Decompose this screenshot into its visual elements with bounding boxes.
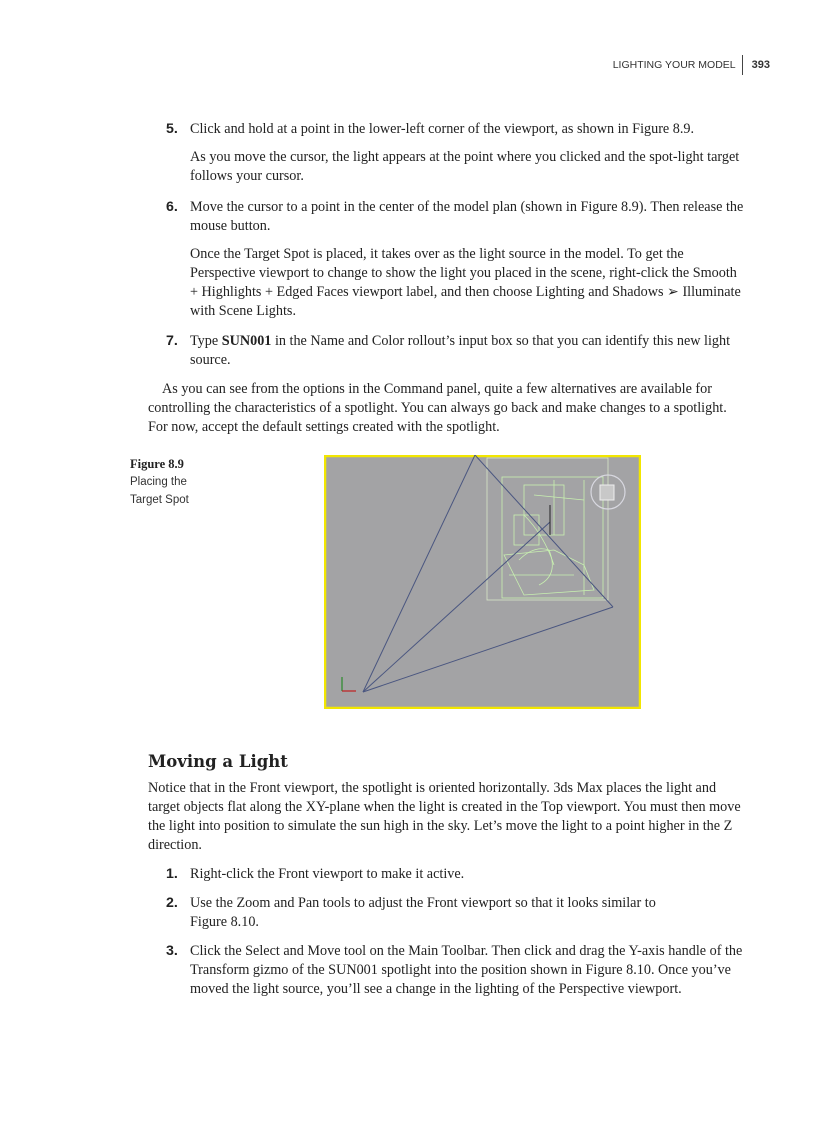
page-number: 393	[751, 58, 770, 71]
step-5	[148, 120, 746, 186]
paragraph	[148, 779, 746, 855]
text: Type	[190, 333, 222, 349]
caption-line: Placing the	[130, 476, 187, 488]
section-title: LIGHTING YOUR MODEL	[612, 58, 736, 71]
light-name: SUN001	[221, 333, 272, 349]
section-heading: Moving a Light	[148, 752, 288, 771]
paragraph-text: Notice that in the Front viewport, the spotlight is oriented horizontally. 3ds Max places the light and target objects flat along the XY-plane when the light is created in the Top viewport. You must then move the light into position to simulate the sun high in the sky. Let’s move the light to a point higher in the Z direction.	[148, 780, 741, 853]
step-7	[148, 332, 746, 370]
step-number: 6.	[166, 199, 178, 215]
step-note: As you move the cursor, the light appears at the point where you clicked and the spot-light target follows your cursor.	[190, 149, 740, 184]
step-text: Click and hold at a point in the lower-left corner of the viewport, as shown in Figure 8.9.	[190, 121, 695, 137]
step-6	[148, 198, 746, 321]
step-3	[148, 942, 746, 999]
text: in the Name and Color rollout’s input box so that you can identify this new light source.	[190, 333, 731, 368]
header-divider	[742, 55, 743, 75]
paragraph	[148, 380, 746, 437]
step-text: Click the Select and Move tool on the Main Toolbar. Then click and drag the Y-axis handle of the Transform gizmo of the SUN001 spotlight into the position shown in Figure 8.10. Once you’ve moved the light source, you’ll see a change in the lighting of the Perspective viewport.	[190, 943, 743, 997]
step-text	[190, 332, 746, 370]
step-text: Use the Zoom and Pan tools to adjust the Front viewport so that it looks similar to Figure 8.10.	[190, 895, 656, 930]
step-number: 2.	[166, 895, 178, 911]
caption-line: Target Spot	[130, 494, 189, 506]
step-number: 1.	[166, 866, 178, 882]
step-text: Move the cursor to a point in the center of the model plan (shown in Figure 8.9). Then release the mouse button.	[190, 199, 744, 234]
step-2	[148, 894, 746, 932]
step-note: Once the Target Spot is placed, it takes over as the light source in the model. To get the Perspective viewport to change to show the light you placed in the scene, right-click the Smooth + Highlights + Edged Faces viewport label, and then choose Lighting and Shadows ➢ Illuminate with Scene Lights.	[190, 246, 741, 319]
step-number: 3.	[166, 943, 178, 959]
step-number: 7.	[166, 333, 178, 349]
running-header	[613, 55, 770, 75]
step-text: Right-click the Front viewport to make it active.	[190, 866, 465, 882]
step-1	[148, 865, 746, 884]
figure-caption	[130, 455, 189, 509]
step-number: 5.	[166, 121, 178, 137]
figure-label: Figure 8.9	[130, 457, 184, 471]
figure-viewport-image	[324, 455, 641, 709]
paragraph-text: As you can see from the options in the Command panel, quite a few alternatives are available for controlling the characteristics of a spotlight. You can always go back and make changes to a spotlight. For now, accept the default settings created with the spotlight.	[148, 381, 727, 435]
